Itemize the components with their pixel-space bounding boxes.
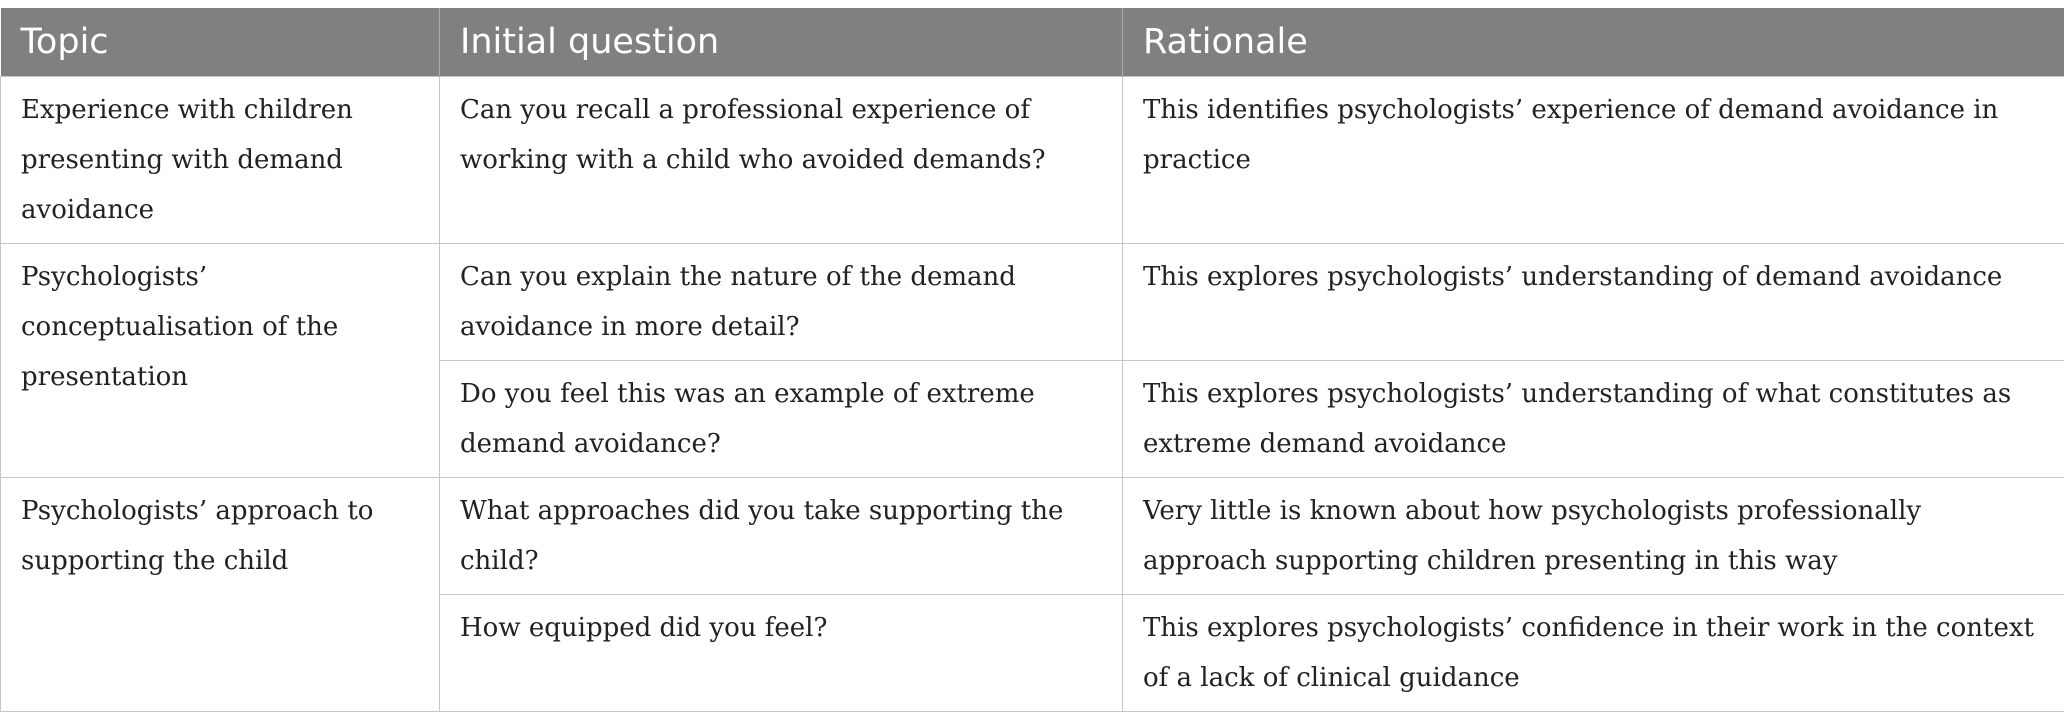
rationale-cell	[1123, 477, 2064, 594]
header-rationale: Rationale	[1123, 8, 2064, 76]
rationale-text: This explores psychologists’ confidence in their work in the context of a lack of clinical guidance	[1143, 603, 2044, 703]
interview-schedule-table-container	[0, 8, 2064, 712]
table-row	[1, 477, 2064, 594]
table-header	[1, 8, 2064, 76]
rationale-cell	[1123, 594, 2064, 711]
question-text: How equipped did you feel?	[460, 603, 1102, 653]
topic-cell	[1, 243, 440, 477]
rationale-text: Very little is known about how psychologists professionally approach supporting children presenting in this way	[1143, 486, 2044, 586]
rationale-cell	[1123, 76, 2064, 243]
header-initial-question: Initial question	[440, 8, 1123, 76]
header-topic: Topic	[1, 8, 440, 76]
question-cell	[440, 594, 1123, 711]
question-cell	[440, 477, 1123, 594]
question-cell	[440, 243, 1123, 360]
interview-schedule-table	[0, 8, 2064, 712]
table-row	[1, 243, 2064, 360]
rationale-text: This explores psychologists’ understanding of what constitutes as extreme demand avoidance	[1143, 369, 2044, 469]
rationale-cell	[1123, 243, 2064, 360]
question-text: Can you recall a professional experience of working with a child who avoided demands?	[460, 85, 1102, 185]
rationale-text: This identifies psychologists’ experience of demand avoidance in practice	[1143, 85, 2044, 185]
topic-text: Psychologists’ conceptualisation of the presentation	[21, 252, 419, 402]
header-row	[1, 8, 2064, 76]
table-row	[1, 76, 2064, 243]
question-cell	[440, 360, 1123, 477]
topic-cell	[1, 477, 440, 711]
rationale-cell	[1123, 360, 2064, 477]
topic-text: Experience with children presenting with demand avoidance	[21, 85, 419, 235]
question-cell	[440, 76, 1123, 243]
table-body	[1, 76, 2064, 711]
topic-text: Psychologists’ approach to supporting the child	[21, 486, 419, 586]
question-text: What approaches did you take supporting the child?	[460, 486, 1102, 586]
rationale-text: This explores psychologists’ understanding of demand avoidance	[1143, 252, 2044, 302]
question-text: Do you feel this was an example of extreme demand avoidance?	[460, 369, 1102, 469]
question-text: Can you explain the nature of the demand avoidance in more detail?	[460, 252, 1102, 352]
topic-cell	[1, 76, 440, 243]
